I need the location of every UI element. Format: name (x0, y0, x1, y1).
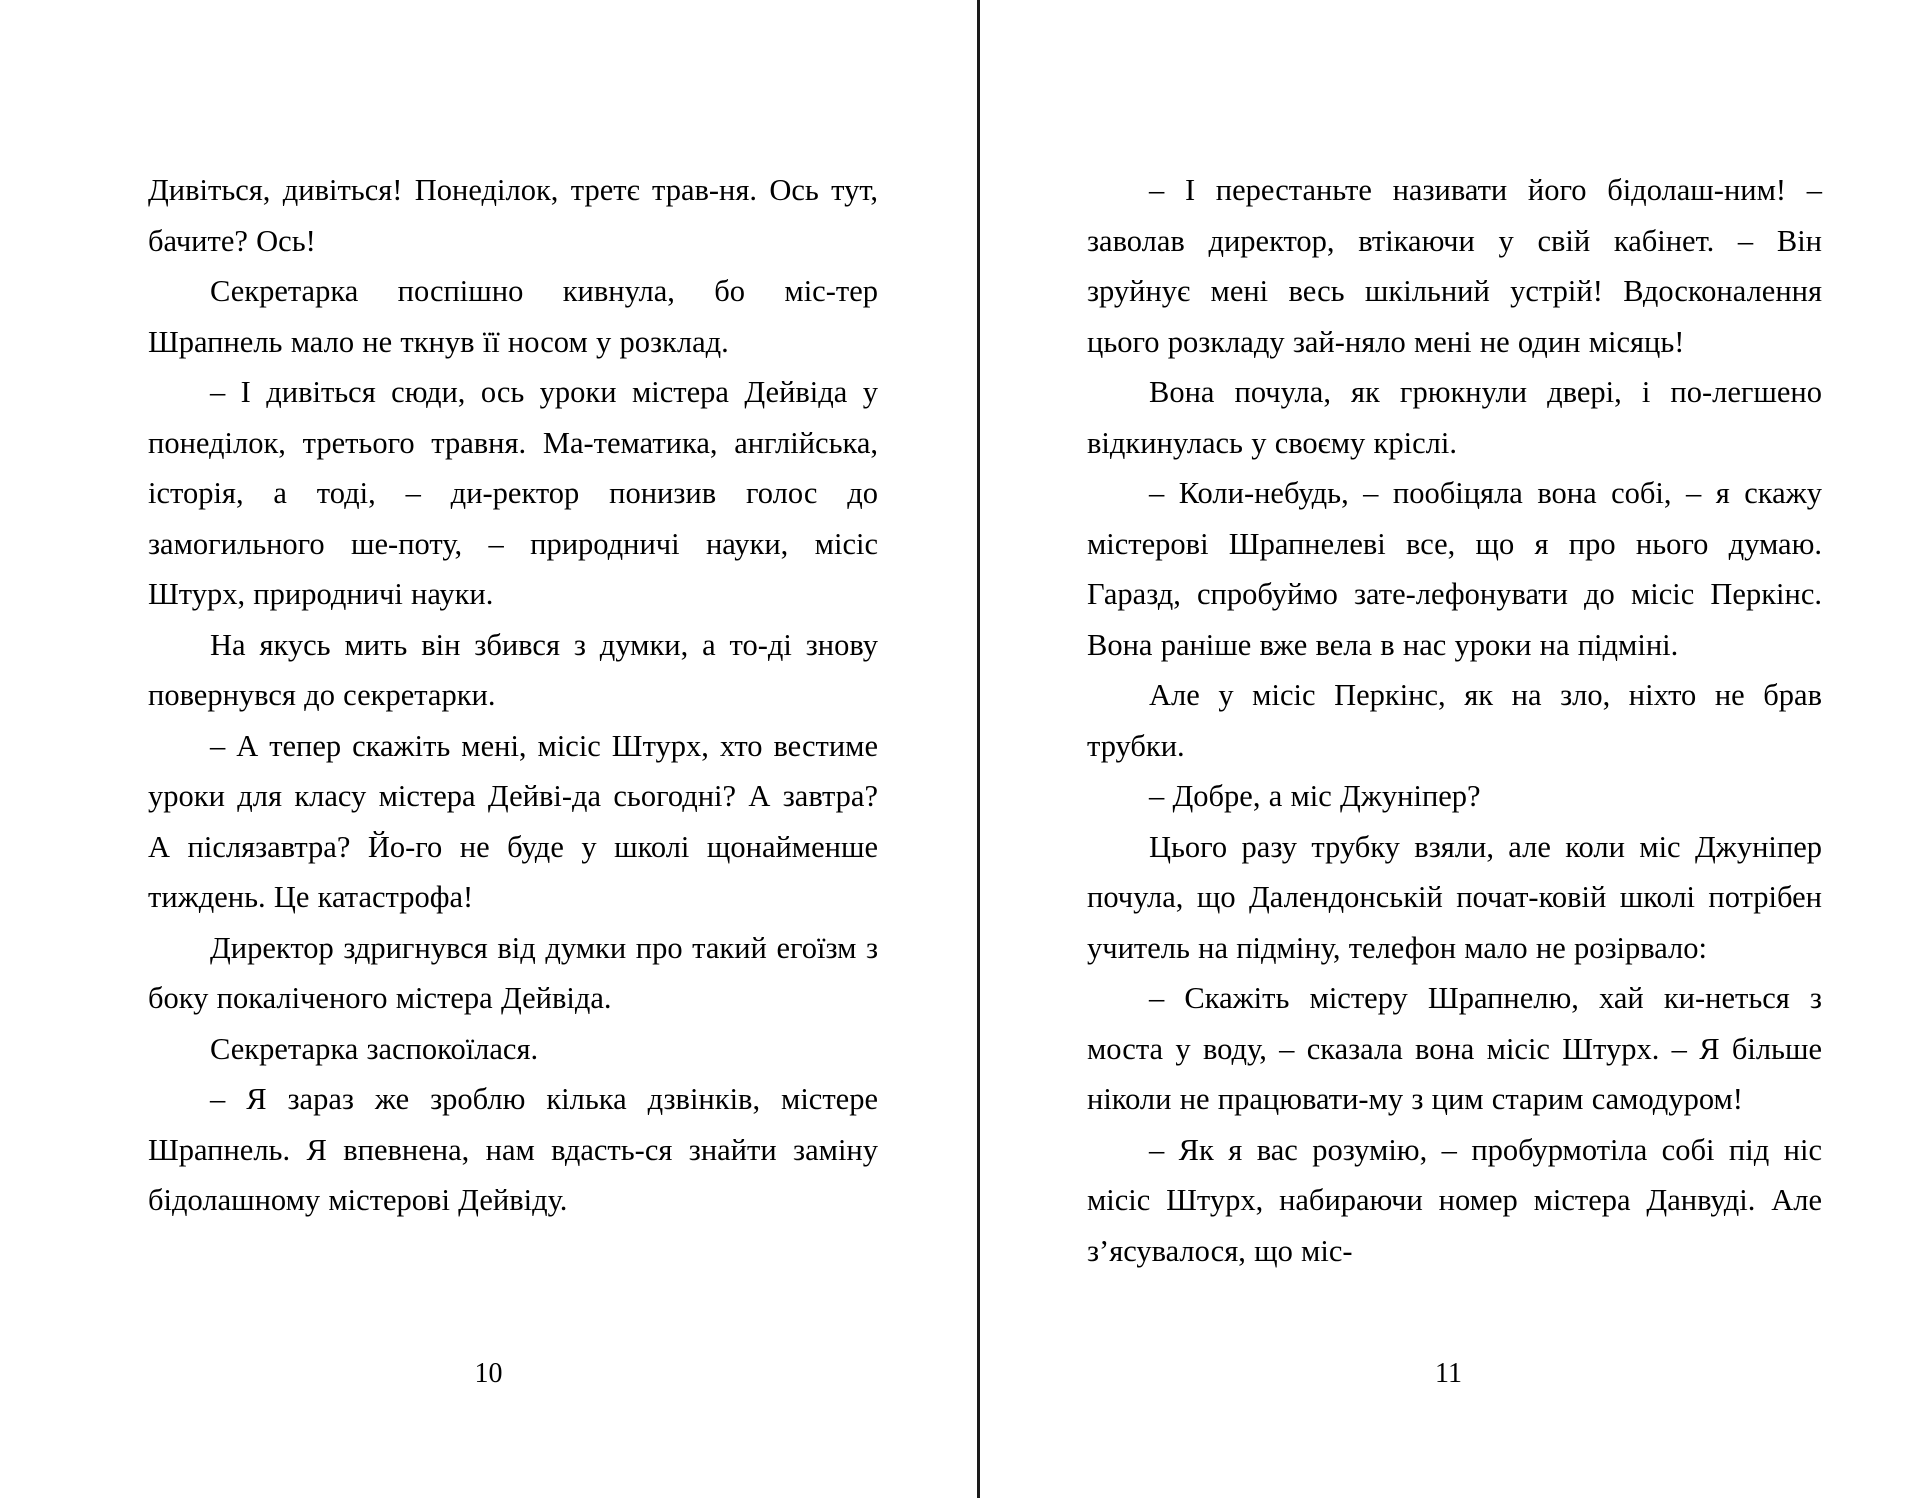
paragraph: – Як я вас розумію, – пробурмотіла собі під ніс місіс Штурх, набираючи номер містера Данвуді. Але з’ясувалося, що міс- (1087, 1132, 1822, 1268)
left-page-text-block (148, 165, 878, 1226)
page-right (977, 0, 1920, 1498)
paragraph: Секретарка заспокоїлася. (210, 1031, 539, 1066)
page-number-right: 11 (1435, 1358, 1462, 1389)
paragraph: – І дивіться сюди, ось уроки містера Дейвіда у понеділок, третього травня. Ма-тематика, англійська, історія, а тоді, – ди-ректор понизив голос до замогильного ше-поту, – природничі науки, місіс Штурх, природничі науки. (148, 375, 878, 611)
right-page-text-block (1087, 165, 1822, 1276)
paragraph: – Добре, а міс Джуніпер? (1149, 779, 1481, 813)
paragraph: – І перестаньте називати його бідолаш-ним! – заволав директор, втікаючи у свій кабінет. – Він зруйнує мені весь шкільний устрій! Вдосконалення цього розкладу зай-няло мені не один місяць! (1087, 173, 1822, 359)
paragraph: Але у місіс Перкінс, як на зло, ніхто не брав трубки. (1087, 678, 1822, 763)
paragraph: – Скажіть містеру Шрапнелю, хай ки-неться з моста у воду, – сказала вона місіс Штурх. – Я більше ніколи не працювати-му з цим старим самодуром! (1087, 981, 1822, 1116)
paragraph: – Я зараз же зроблю кілька дзвінків, містере Шрапнель. Я впевнена, нам вдасть-ся знайти заміну бідолашному містерові Дейвіду. (148, 1082, 878, 1217)
paragraph: – А тепер скажіть мені, місіс Штурх, хто вестиме уроки для класу містера Дейві-да сьогодні? А завтра? А післязавтра? Йо-го не буде у школі щонайменше тиждень. Це катастрофа! (148, 728, 878, 914)
paragraph: Дивіться, дивіться! Понеділок, третє трав-ня. Ось тут, бачите? Ось! (148, 173, 878, 258)
paragraph: Секретарка поспішно кивнула, бо міс-тер Шрапнель мало не ткнув її носом у розклад. (148, 274, 878, 359)
paragraph: Директор здригнувся від думки про такий егоїзм з боку покаліченого містера Дейвіда. (148, 930, 878, 1015)
paragraph: – Коли-небудь, – пообіцяла вона собі, – я скажу містерові Шрапнелеві все, що я про нього думаю. Гаразд, спробуймо зате-лефонувати до місіс Перкінс. Вона раніше вже вела в нас уроки на підміні. (1087, 476, 1822, 662)
paragraph: Цього разу трубку взяли, але коли міс Джуніпер почула, що Далендонській почат-ковій школі потрібен учитель на підміну, телефон мало не розірвало: (1087, 829, 1822, 965)
paragraph: На якусь мить він збився з думки, а то-ді знову повернувся до секретарки. (148, 627, 878, 712)
paragraph: Вона почула, як грюкнули двері, і по-легшено відкинулась у своєму кріслі. (1087, 375, 1822, 460)
page-number-left: 10 (474, 1358, 503, 1389)
